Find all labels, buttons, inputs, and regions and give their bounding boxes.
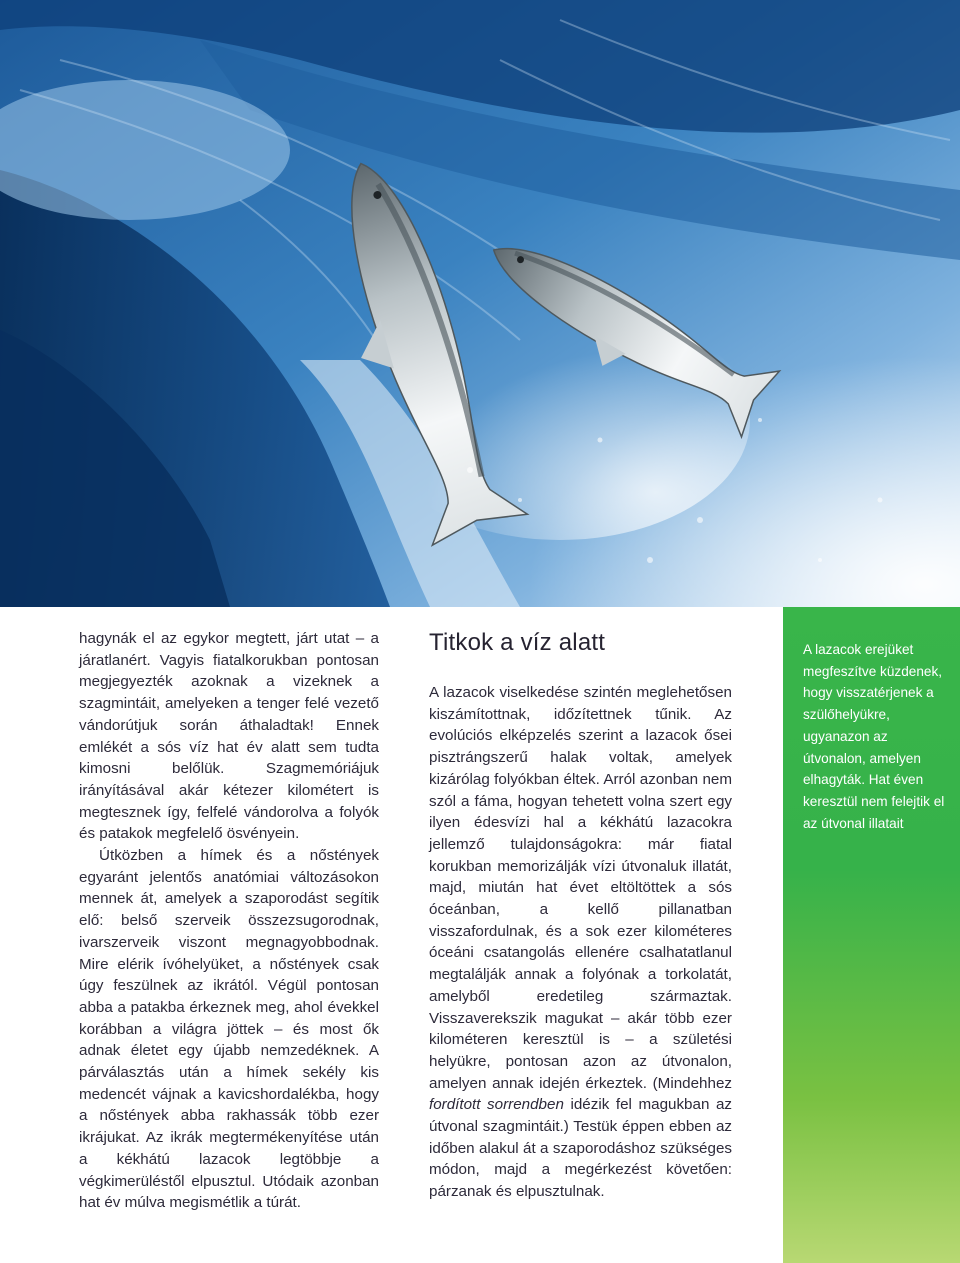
paragraph-text-after: idézik fel magukban az útvonal szagmintáit.) Testük éppen ebben az időben alakul át a szaporodáshoz szükséges módon, majd a megérkezést követően: párzanak és elpusztulnak.: [429, 1096, 732, 1201]
section-paragraph: [429, 682, 732, 1203]
left-column: [79, 628, 379, 1214]
green-sidebar: [783, 607, 960, 1263]
paragraph-1: hagynák el az egykor megtett, járt utat – a járatlanért. Vagyis fiatalkorukban pontosan megjegyezték azoknak a vizeknek a szagmintáit, amelyeken a tenger felé vezető vándorútjuk során áthaladtak! Ennek emlékét a sós víz hat év alatt sem tudta kimosni belőlük. Szagmemóriájuk irányításával akár kétezer kilométert is megtesznek így, felfelé vándorolva a folyók és patakok megfelelő ösvényein.: [79, 630, 379, 843]
italic-phrase: fordított sorrendben: [429, 1096, 564, 1114]
section-heading: Titkok a víz alatt: [429, 629, 606, 656]
salmon-waterfall-image: [0, 0, 960, 607]
sidebar-caption: A lazacok erejüket megfeszítve küzdenek, hogy visszatérjenek a szülőhelyükre, ugyanazon az útvonalon, amelyen elhagyták. Hat éven keresztül nem felejtik el az útvonal illatait: [803, 642, 945, 831]
hero-photo: [0, 0, 960, 607]
paragraph-text-before: A lazacok viselkedése szintén meglehetősen kiszámítottnak, időzítettnek tűnik. Az evolúciós elképzelés szerint a lazacok ősei pisztrángszerű halak voltak, amelyek kizárólag folyókban éltek. Arról azonban nem szól a fáma, hogyan tehetett volna szert egy ilyen édesvízi hal a kékhátú lazacokra jellemző tulajdonságokra: már fiatal korukban memorizálják vízi útvonaluk illatát, majd, miután hat évet eltöltöttek a sós óceánban, a kellő pillanatban visszafordulnak, és a sok ezer kilométeres óceáni csatangolás ellenére csalhatatlanul megtalálják annak a folyónak a torkolatát, amelyből eredetileg származtak. Visszaverekszik magukat – akár több ezer kilométeren keresztül is – a születési helyükre, pontosan azon az útvonalon, amelyen annak idején érkeztek. (Mindehhez: [429, 684, 732, 1092]
middle-column: [429, 628, 732, 1203]
paragraph-2: Útközben a hímek és a nőstények egyaránt jelentős anatómiai változásokon mennek át, amelyek a szaporodást segítik elő: belső szerveik összezsugorodnak, ivarszerveik viszont megnagyobbodnak. Mire elérik ívóhelyüket, a nőstények csak úgy feszülnek az ikrától. Végül pontosan abba a patakba érkeznek meg, ahol évekkel korábban a világra jöttek – és most ők adnak életet egy újabb nemzedéknek. A párválasztás után a hímek sekély kis medencét vájnak a kavicshordalékba, hogy a nőstények abba rakhassák több ezer ikrájukat. Az ikrák megtermékenyítése után a kékhátú lazacok legtöbbje a végkimerüléstől elpusztul. Utódaik azonban hat év múlva megismétlik a túrát.: [79, 847, 379, 1212]
